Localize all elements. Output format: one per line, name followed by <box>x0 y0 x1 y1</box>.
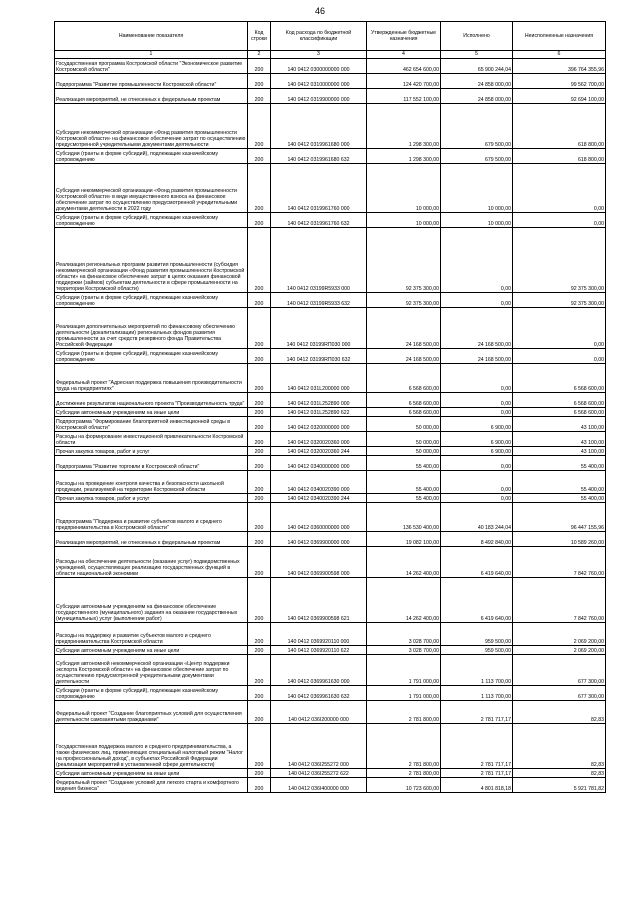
table-row <box>55 308 606 349</box>
unexecuted-amount-cell: 6 568 600,00 <box>513 364 606 393</box>
approved-amount-cell: 124 420 700,00 <box>367 74 441 89</box>
column-number: 2 <box>248 51 271 59</box>
indicator-name-cell: Расходы на поддержку и развитие субъектов малого и среднего предпринимательства Костромской области <box>55 623 248 646</box>
unexecuted-amount-cell: 5 921 781,82 <box>513 778 606 793</box>
budget-code-cell: 140 0412 0320020360 000 <box>271 432 367 447</box>
table-row <box>55 89 606 104</box>
line-code-cell: 200 <box>248 494 271 503</box>
budget-code-cell: 140 0412 036I255272 000 <box>271 724 367 769</box>
line-code-cell: 200 <box>248 349 271 364</box>
approved-amount-cell: 19 082 100,00 <box>367 532 441 547</box>
budget-code-cell: 140 0412 0319961760 000 <box>271 164 367 213</box>
line-code-cell: 200 <box>248 104 271 149</box>
budget-code-cell: 140 0412 0319961680 632 <box>271 149 367 164</box>
unexecuted-amount-cell: 618 800,00 <box>513 104 606 149</box>
unexecuted-amount-cell: 396 764 355,96 <box>513 59 606 74</box>
header-executed: Исполнено <box>441 22 513 51</box>
indicator-name-cell: Расходы на формирование инвестиционной привлекательности Костромской области <box>55 432 248 447</box>
indicator-name-cell: Реализация дополнительных мероприятий по финансовому обеспечению деятельности (докапитализации) региональных фондов развития промышленности за счет средств резервного фонда Правительства Российской Федерации <box>55 308 248 349</box>
line-code-cell: 200 <box>248 149 271 164</box>
budget-code-cell: 140 0412 036I400000 000 <box>271 778 367 793</box>
indicator-name-cell: Субсидии автономным учреждениям на иные цели <box>55 646 248 655</box>
line-code-cell: 200 <box>248 164 271 213</box>
table-row <box>55 164 606 213</box>
indicator-name-cell: Субсидии автономным учреждениям на иные цели <box>55 408 248 417</box>
budget-code-cell: 140 0412 0340000000 000 <box>271 456 367 471</box>
executed-amount-cell: 6 419 640,00 <box>441 578 513 623</box>
table-row <box>55 623 606 646</box>
table-row <box>55 532 606 547</box>
indicator-name-cell: Федеральный проект "Адресная поддержка повышения производительности труда на предприятиях" <box>55 364 248 393</box>
executed-amount-cell: 679 500,00 <box>441 149 513 164</box>
table-row <box>55 701 606 724</box>
unexecuted-amount-cell: 82,83 <box>513 769 606 778</box>
unexecuted-amount-cell: 2 069 200,00 <box>513 623 606 646</box>
line-code-cell: 200 <box>248 308 271 349</box>
line-code-cell: 200 <box>248 655 271 686</box>
column-number: 4 <box>367 51 441 59</box>
budget-code-cell: 140 0412 03199RП030 000 <box>271 308 367 349</box>
executed-amount-cell: 4 801 818,18 <box>441 778 513 793</box>
approved-amount-cell: 55 400,00 <box>367 494 441 503</box>
approved-amount-cell: 3 028 700,00 <box>367 623 441 646</box>
unexecuted-amount-cell: 6 568 600,00 <box>513 408 606 417</box>
unexecuted-amount-cell: 0,00 <box>513 213 606 228</box>
budget-code-cell: 140 0412 0369920110 622 <box>271 646 367 655</box>
indicator-name-cell: Прочая закупка товаров, работ и услуг <box>55 494 248 503</box>
approved-amount-cell: 2 781 800,00 <box>367 701 441 724</box>
executed-amount-cell: 0,00 <box>441 494 513 503</box>
unexecuted-amount-cell: 55 400,00 <box>513 471 606 494</box>
executed-amount-cell: 2 781 717,17 <box>441 724 513 769</box>
indicator-name-cell: Достижение результатов национального проекта "Производительность труда" <box>55 393 248 408</box>
line-code-cell: 200 <box>248 213 271 228</box>
table-row <box>55 655 606 686</box>
table-row <box>55 59 606 74</box>
line-code-cell: 200 <box>248 293 271 308</box>
header-unexecuted: Неисполненные назначения <box>513 22 606 51</box>
approved-amount-cell: 92 375 300,00 <box>367 293 441 308</box>
executed-amount-cell: 24 168 500,00 <box>441 349 513 364</box>
approved-amount-cell: 3 028 700,00 <box>367 646 441 655</box>
executed-amount-cell: 1 113 700,00 <box>441 655 513 686</box>
unexecuted-amount-cell: 92 694 100,00 <box>513 89 606 104</box>
header-indicator-name: Наименование показателя <box>55 22 248 51</box>
line-code-cell: 200 <box>248 89 271 104</box>
approved-amount-cell: 1 298 300,00 <box>367 104 441 149</box>
approved-amount-cell: 50 000,00 <box>367 417 441 432</box>
line-code-cell: 200 <box>248 769 271 778</box>
executed-amount-cell: 40 183 244,04 <box>441 503 513 532</box>
executed-amount-cell: 8 492 840,00 <box>441 532 513 547</box>
line-code-cell: 200 <box>248 364 271 393</box>
approved-amount-cell: 50 000,00 <box>367 447 441 456</box>
executed-amount-cell: 1 113 700,00 <box>441 686 513 701</box>
budget-code-cell: 140 0412 03199RП030 632 <box>271 349 367 364</box>
indicator-name-cell: Субсидии (гранты в форме субсидий), подлежащие казначейскому сопровождению <box>55 293 248 308</box>
table-row <box>55 724 606 769</box>
table-row <box>55 228 606 293</box>
line-code-cell: 200 <box>248 578 271 623</box>
table-row <box>55 503 606 532</box>
header-row <box>55 22 606 51</box>
indicator-name-cell: Субсидии (гранты в форме субсидий), подлежащие казначейскому сопровождению <box>55 149 248 164</box>
budget-code-cell: 140 0412 0369900598 621 <box>271 578 367 623</box>
line-code-cell: 200 <box>248 59 271 74</box>
table-row <box>55 74 606 89</box>
budget-code-cell: 140 0412 0319900000 000 <box>271 89 367 104</box>
unexecuted-amount-cell: 677 300,00 <box>513 655 606 686</box>
unexecuted-amount-cell: 7 842 760,00 <box>513 547 606 578</box>
indicator-name-cell: Подпрограмма "Формирование благоприятной инвестиционной среды в Костромской области" <box>55 417 248 432</box>
unexecuted-amount-cell: 82,83 <box>513 701 606 724</box>
unexecuted-amount-cell: 82,83 <box>513 724 606 769</box>
table-row <box>55 364 606 393</box>
approved-amount-cell: 50 000,00 <box>367 432 441 447</box>
table-row <box>55 686 606 701</box>
table-row <box>55 494 606 503</box>
budget-code-cell: 140 0412 0319961680 000 <box>271 104 367 149</box>
indicator-name-cell: Прочая закупка товаров, работ и услуг <box>55 447 248 456</box>
indicator-name-cell: Реализация мероприятий, не отнесенных к федеральным проектам <box>55 532 248 547</box>
indicator-name-cell: Субсидии (гранты в форме субсидий), подлежащие казначейскому сопровождению <box>55 686 248 701</box>
approved-amount-cell: 6 568 600,00 <box>367 393 441 408</box>
table-row <box>55 432 606 447</box>
approved-amount-cell: 6 568 600,00 <box>367 364 441 393</box>
budget-code-cell: 140 0412 03199R5933 000 <box>271 228 367 293</box>
approved-amount-cell: 55 400,00 <box>367 456 441 471</box>
unexecuted-amount-cell: 92 375 300,00 <box>513 293 606 308</box>
indicator-name-cell: Подпрограмма "Развитие торговли в Костромской области" <box>55 456 248 471</box>
indicator-name-cell: Реализация мероприятий, не отнесенных к федеральным проектам <box>55 89 248 104</box>
table-row <box>55 104 606 149</box>
unexecuted-amount-cell: 0,00 <box>513 308 606 349</box>
approved-amount-cell: 136 530 400,00 <box>367 503 441 532</box>
budget-code-cell: 140 0412 031L200000 000 <box>271 364 367 393</box>
approved-amount-cell: 24 168 500,00 <box>367 349 441 364</box>
unexecuted-amount-cell: 677 300,00 <box>513 686 606 701</box>
line-code-cell: 200 <box>248 701 271 724</box>
executed-amount-cell: 0,00 <box>441 393 513 408</box>
indicator-name-cell: Расходы на обеспечение деятельности (оказание услуг) подведомственных учреждений, осуществляющих реализацию государственных функций в области национальной экономики <box>55 547 248 578</box>
page-number: 46 <box>314 6 325 16</box>
budget-code-cell: 140 0412 0310000000 000 <box>271 74 367 89</box>
approved-amount-cell: 10 000,00 <box>367 213 441 228</box>
approved-amount-cell: 10 000,00 <box>367 164 441 213</box>
unexecuted-amount-cell: 55 400,00 <box>513 456 606 471</box>
budget-code-cell: 140 0412 031L252890 000 <box>271 393 367 408</box>
line-code-cell: 200 <box>248 393 271 408</box>
approved-amount-cell: 1 791 000,00 <box>367 686 441 701</box>
table-row <box>55 578 606 623</box>
budget-code-cell: 140 0412 036I255272 622 <box>271 769 367 778</box>
line-code-cell: 200 <box>248 432 271 447</box>
executed-amount-cell: 0,00 <box>441 364 513 393</box>
executed-amount-cell: 6 419 640,00 <box>441 547 513 578</box>
column-number: 5 <box>441 51 513 59</box>
table-row <box>55 456 606 471</box>
approved-amount-cell: 24 168 500,00 <box>367 308 441 349</box>
header-approved: Утвержденные бюджетные назначения <box>367 22 441 51</box>
budget-code-cell: 140 0412 0369961630 632 <box>271 686 367 701</box>
approved-amount-cell: 2 781 800,00 <box>367 769 441 778</box>
table-row <box>55 408 606 417</box>
table-row <box>55 471 606 494</box>
line-code-cell: 200 <box>248 408 271 417</box>
column-number: 6 <box>513 51 606 59</box>
column-number-row <box>55 51 606 59</box>
indicator-name-cell: Субсидии автономным учреждениям на иные цели <box>55 769 248 778</box>
indicator-name-cell: Подпрограмма "Развитие промышленности Костромской области" <box>55 74 248 89</box>
budget-code-cell: 140 0412 0340020390 244 <box>271 494 367 503</box>
indicator-name-cell: Субсидия некоммерческой организации «Фонд развития промышленности Костромской области» на финансовое обеспечение затрат по осуществлению предусмотренной учредительными документами деятельности <box>55 104 248 149</box>
approved-amount-cell: 2 781 800,00 <box>367 724 441 769</box>
indicator-name-cell: Реализация региональных программ развития промышленности (субсидия некоммерческой организации «Фонд развития промышленности Костромской области» на финансовое обеспечение затрат в целях оказания финансовой поддержки (займов) субъектам деятельности в сфере промышленности на территории Костромской области) <box>55 228 248 293</box>
line-code-cell: 200 <box>248 646 271 655</box>
line-code-cell: 200 <box>248 447 271 456</box>
executed-amount-cell: 0,00 <box>441 228 513 293</box>
line-code-cell: 200 <box>248 74 271 89</box>
column-number: 1 <box>55 51 248 59</box>
approved-amount-cell: 14 262 400,00 <box>367 547 441 578</box>
indicator-name-cell: Субсидии (гранты в форме субсидий), подлежащие казначейскому сопровождению <box>55 213 248 228</box>
executed-amount-cell: 65 900 244,04 <box>441 59 513 74</box>
budget-code-cell: 140 0412 0360000000 000 <box>271 503 367 532</box>
approved-amount-cell: 117 552 100,00 <box>367 89 441 104</box>
unexecuted-amount-cell: 2 069 200,00 <box>513 646 606 655</box>
line-code-cell: 200 <box>248 547 271 578</box>
table-row <box>55 417 606 432</box>
unexecuted-amount-cell: 7 842 760,00 <box>513 578 606 623</box>
executed-amount-cell: 679 500,00 <box>441 104 513 149</box>
executed-amount-cell: 959 500,00 <box>441 623 513 646</box>
table-row <box>55 778 606 793</box>
approved-amount-cell: 6 568 600,00 <box>367 408 441 417</box>
header-budget-code: Код расхода по бюджетной классификации <box>271 22 367 51</box>
table-row <box>55 393 606 408</box>
executed-amount-cell: 0,00 <box>441 471 513 494</box>
executed-amount-cell: 10 000,00 <box>441 164 513 213</box>
unexecuted-amount-cell: 43 100,00 <box>513 432 606 447</box>
unexecuted-amount-cell: 618 800,00 <box>513 149 606 164</box>
table-row <box>55 769 606 778</box>
approved-amount-cell: 10 723 600,00 <box>367 778 441 793</box>
line-code-cell: 200 <box>248 724 271 769</box>
table-row <box>55 149 606 164</box>
unexecuted-amount-cell: 0,00 <box>513 349 606 364</box>
indicator-name-cell: Субсидии (гранты в форме субсидий), подлежащие казначейскому сопровождению <box>55 349 248 364</box>
approved-amount-cell: 55 400,00 <box>367 471 441 494</box>
budget-code-cell: 140 0412 0369900000 000 <box>271 532 367 547</box>
line-code-cell: 200 <box>248 471 271 494</box>
unexecuted-amount-cell: 43 100,00 <box>513 447 606 456</box>
executed-amount-cell: 24 858 000,00 <box>441 89 513 104</box>
line-code-cell: 200 <box>248 623 271 646</box>
approved-amount-cell: 1 298 300,00 <box>367 149 441 164</box>
table-row <box>55 447 606 456</box>
executed-amount-cell: 6 900,00 <box>441 417 513 432</box>
indicator-name-cell: Федеральный проект "Создание условий для легкого старта и комфортного ведения бизнеса" <box>55 778 248 793</box>
approved-amount-cell: 1 791 000,00 <box>367 655 441 686</box>
executed-amount-cell: 24 168 500,00 <box>441 308 513 349</box>
executed-amount-cell: 6 900,00 <box>441 447 513 456</box>
unexecuted-amount-cell: 10 589 260,00 <box>513 532 606 547</box>
indicator-name-cell: Субсидия некоммерческой организации «Фонд развития промышленности Костромской области» в виде имущественного взноса на финансовое обеспечение затрат по осуществлению предусмотренной учредительными документами деятельности в 2022 году <box>55 164 248 213</box>
budget-execution-table <box>54 21 606 793</box>
executed-amount-cell: 0,00 <box>441 293 513 308</box>
budget-code-cell: 140 0412 03199R5933 632 <box>271 293 367 308</box>
unexecuted-amount-cell: 99 562 700,00 <box>513 74 606 89</box>
executed-amount-cell: 2 781 717,17 <box>441 701 513 724</box>
line-code-cell: 200 <box>248 228 271 293</box>
executed-amount-cell: 959 500,00 <box>441 646 513 655</box>
column-number: 3 <box>271 51 367 59</box>
budget-code-cell: 140 0412 0319961760 632 <box>271 213 367 228</box>
line-code-cell: 200 <box>248 778 271 793</box>
table-row <box>55 293 606 308</box>
approved-amount-cell: 14 262 400,00 <box>367 578 441 623</box>
line-code-cell: 200 <box>248 503 271 532</box>
indicator-name-cell: Подпрограмма "Поддержка и развитие субъектов малого и среднего предпринимательства в Костромской области" <box>55 503 248 532</box>
unexecuted-amount-cell: 6 568 600,00 <box>513 393 606 408</box>
line-code-cell: 200 <box>248 456 271 471</box>
line-code-cell: 200 <box>248 532 271 547</box>
executed-amount-cell: 24 858 000,00 <box>441 74 513 89</box>
unexecuted-amount-cell: 96 447 155,96 <box>513 503 606 532</box>
budget-code-cell: 140 0412 0320020360 244 <box>271 447 367 456</box>
unexecuted-amount-cell: 55 400,00 <box>513 494 606 503</box>
line-code-cell: 200 <box>248 417 271 432</box>
indicator-name-cell: Субсидия автономной некоммерческой организации «Центр поддержки экспорта Костромской области» на финансовое обеспечение затрат по осуществлению предусмотренной учредительными документами деятельности <box>55 655 248 686</box>
table-row <box>55 349 606 364</box>
budget-code-cell: 140 0412 0340020390 000 <box>271 471 367 494</box>
executed-amount-cell: 0,00 <box>441 456 513 471</box>
unexecuted-amount-cell: 43 100,00 <box>513 417 606 432</box>
approved-amount-cell: 462 654 600,00 <box>367 59 441 74</box>
unexecuted-amount-cell: 0,00 <box>513 164 606 213</box>
budget-code-cell: 140 0412 0369961630 000 <box>271 655 367 686</box>
table-row <box>55 646 606 655</box>
table-row <box>55 213 606 228</box>
budget-code-cell: 140 0412 0369900598 000 <box>271 547 367 578</box>
budget-code-cell: 140 0412 0369920110 000 <box>271 623 367 646</box>
executed-amount-cell: 10 000,00 <box>441 213 513 228</box>
executed-amount-cell: 6 900,00 <box>441 432 513 447</box>
indicator-name-cell: Федеральный проект "Создание благоприятных условий для осуществления деятельности самозанятыми гражданами" <box>55 701 248 724</box>
budget-code-cell: 140 0412 0300000000 000 <box>271 59 367 74</box>
indicator-name-cell: Субсидии автономным учреждениям на финансовое обеспечение государственного (муниципального) задания на оказание государственных (муниципальных) услуг (выполнение работ) <box>55 578 248 623</box>
executed-amount-cell: 2 781 717,17 <box>441 769 513 778</box>
executed-amount-cell: 0,00 <box>441 408 513 417</box>
header-line-code: Код строки <box>248 22 271 51</box>
line-code-cell: 200 <box>248 686 271 701</box>
budget-code-cell: 140 0412 036I200000 000 <box>271 701 367 724</box>
approved-amount-cell: 92 375 300,00 <box>367 228 441 293</box>
budget-code-cell: 140 0412 031L252890 622 <box>271 408 367 417</box>
indicator-name-cell: Государственная поддержка малого и среднего предпринимательства, а также физических лиц, применяющих специальный налоговый режим "Налог на профессиональный доход", в субъектах Российской Федерации (реализация мероприятий в установленной сфере деятельности) <box>55 724 248 769</box>
indicator-name-cell: Расходы на проведение контроля качества и безопасности школьной продукции, реализуемой на территории Костромской области <box>55 471 248 494</box>
unexecuted-amount-cell: 92 375 300,00 <box>513 228 606 293</box>
indicator-name-cell: Государственная программа Костромской области "Экономическое развитие Костромской области" <box>55 59 248 74</box>
table-row <box>55 547 606 578</box>
budget-code-cell: 140 0412 0320000000 000 <box>271 417 367 432</box>
